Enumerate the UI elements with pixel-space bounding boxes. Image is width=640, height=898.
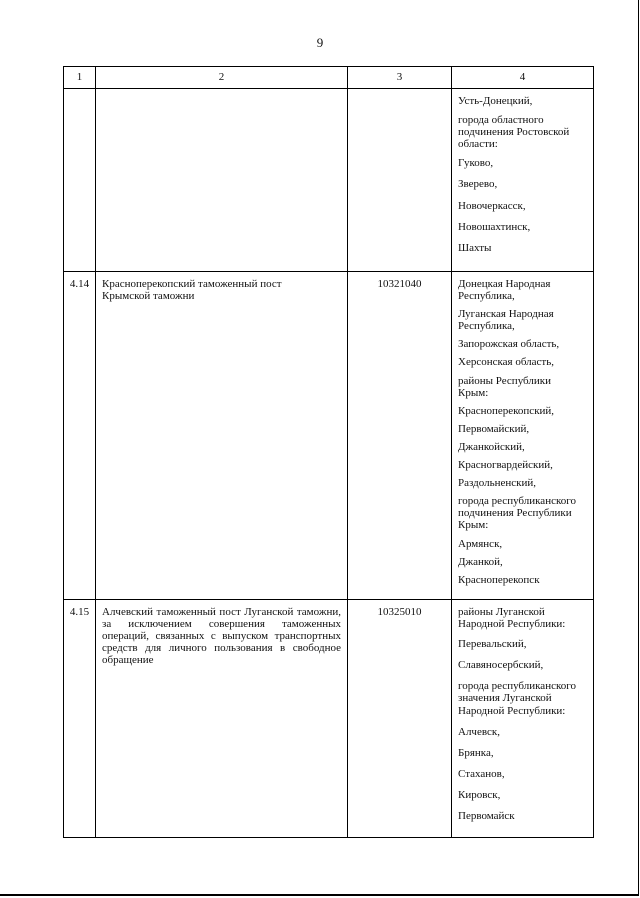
post-code-cell: [348, 600, 452, 838]
territory-item: Славяносербский,: [458, 659, 544, 672]
territory-item: Новочеркасск,: [458, 199, 526, 212]
post-name-cell: [96, 272, 348, 600]
territory-item: Первомайский,: [458, 422, 530, 435]
header-cell-2: 2: [96, 67, 348, 89]
territory-item: Кировск,: [458, 788, 501, 801]
table-row: [64, 89, 594, 272]
territory-item: Донецкая Народная Республика,: [458, 278, 551, 303]
territory-cell: [452, 272, 594, 600]
territory-item: Красноперекопский,: [458, 404, 555, 417]
territory-item: Перевальский,: [458, 638, 527, 651]
post-code-cell: [348, 272, 452, 600]
territory-item: Шахты: [458, 241, 492, 254]
customs-posts-table: [63, 66, 594, 838]
territory-item: Джанкой,: [458, 555, 503, 568]
territory-cell: [452, 600, 594, 838]
post-code: 10321040: [377, 278, 422, 290]
header-cell-1: 1: [64, 67, 96, 89]
table-row: [64, 600, 594, 838]
header-cell-4: 4: [452, 67, 594, 89]
territory-item: Первомайск: [458, 810, 515, 823]
territory-item: Луганская Народная Республика,: [458, 308, 554, 333]
row-number-cell: [64, 600, 96, 838]
row-number-cell: [64, 89, 96, 272]
territory-item: Красногвардейский,: [458, 459, 553, 472]
territory-item: Стаханов,: [458, 767, 505, 780]
post-name: Алчевский таможенный пост Луганской таможни, за исключением совершения таможенных операций, связанных с выпуском транспортных средств для личного пользования в свободное обращение: [102, 606, 341, 667]
table-row: [64, 272, 594, 600]
territory-item: Брянка,: [458, 746, 494, 759]
row-number: 4.14: [69, 278, 90, 290]
territory-item: Красноперекопск: [458, 573, 540, 586]
territory-item: Новошахтинск,: [458, 220, 531, 233]
territory-item: Усть-Донецкий,: [458, 95, 533, 107]
post-code: 10325010: [377, 606, 422, 618]
post-name: Красноперекопский таможенный пост Крымской таможни: [102, 278, 282, 303]
territory-item: районы Республики Крым:: [458, 374, 551, 399]
post-name-cell: [96, 89, 348, 272]
territory-item: Армянск,: [458, 537, 503, 550]
post-name-cell: [96, 600, 348, 838]
territory-item: города республиканского значения Луганской Народной Республики:: [458, 680, 576, 717]
row-number: 4.15: [69, 606, 90, 618]
row-number-cell: [64, 272, 96, 600]
territory-item: Раздольненский,: [458, 477, 537, 490]
territory-item: Гуково,: [458, 157, 494, 170]
territory-item: города республиканского подчинения Республики Крым:: [458, 495, 576, 532]
table-header-row: [64, 67, 594, 89]
territory-item: Джанкойский,: [458, 440, 525, 453]
territory-item: Херсонская область,: [458, 356, 554, 369]
post-code-cell: [348, 89, 452, 272]
page-number: 9: [316, 35, 324, 50]
territory-item: Запорожская область,: [458, 338, 560, 351]
territory-item: города областного подчинения Ростовской области:: [458, 114, 570, 151]
territory-cell: [452, 89, 594, 272]
territory-item: районы Луганской Народной Республики:: [458, 606, 566, 631]
territory-item: Алчевск,: [458, 725, 500, 738]
header-cell-3: 3: [348, 67, 452, 89]
territory-item: Зверево,: [458, 178, 498, 191]
